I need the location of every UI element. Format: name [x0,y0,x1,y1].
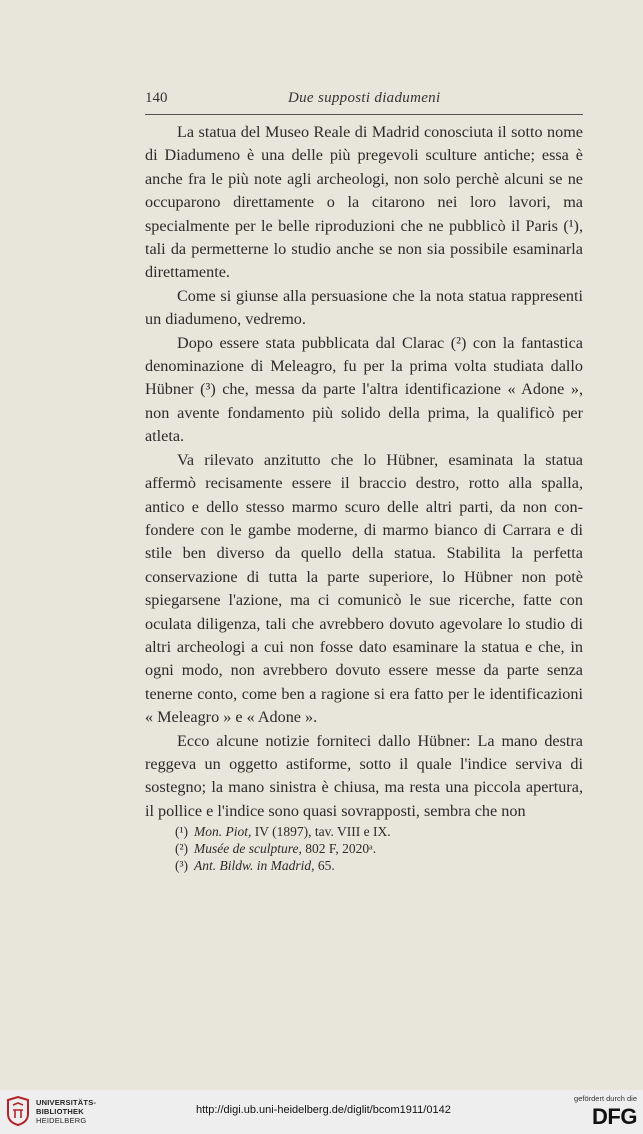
paragraph: Dopo essere stata pubblicata dal Clarac (²) con la fantastica denominazione di Meleagro, fu per la prima volta studiata dallo Hübner (³) che, messa da parte l'altra identificazione « Adone », non avente fondamento più solido della prima, la qualificò per atleta. [145,333,583,446]
footnote-title: Ant. Bildw. in Madrid, [194,858,315,873]
dfg-logo[interactable]: DFG [592,1104,637,1129]
footnote-title: Musée de sculpture, [194,841,302,856]
university-library-logo-icon [6,1096,30,1126]
body-text [145,121,583,823]
footnote [175,823,583,840]
footnote-ref: (³) [175,858,189,873]
footnote [175,840,583,857]
footnote-ref: (¹) [175,824,189,839]
paragraph: Ecco alcune notizie forniteci dallo Hübner: La mano destra reggeva un oggetto astiforme, sotto il quale l'indice serviva di sostegno; la mano sinistra è chiusa, ma resta una piccola apertura, il pollice e l'indice sono quasi sovrapposti, sembra che non [145,731,583,820]
permalink-url[interactable]: http://digi.ub.uni-heidelberg.de/diglit/bcom1911/0142 [196,1104,451,1116]
viewer-footer [0,1090,643,1134]
header-rule [145,114,583,115]
footnote-ref: (²) [175,841,189,856]
footnotes [175,823,583,874]
footnote-detail: 802 F, 2020ᵃ. [301,841,377,856]
footnote-detail: 65. [314,858,335,873]
footnote [175,857,583,874]
paragraph: La statua del Museo Reale di Madrid conosciuta il sotto nome di Diadumeno è una delle più pregevoli sculture antiche; essa è anche fra le più note agli archeologi, non solo perchè alcuni se ne occuparono direttamente o la citarono nei loro lavori, ma specialmente per le belle riproduzioni che ne pubblicò il Paris (¹), tali da permetterne lo studio anche se non sia possibile esaminarla direttamente. [145,123,583,282]
paragraph: Va rilevato anzitutto che lo Hübner, esaminata la statua affermò recisamente essere il braccio destro, rotto alla spalla, antico e dello stesso marmo scuro delle altri parti, da non confondere con le gambe moderne, di marmo bianco di Carrara e di stile ben diverso da quello della statua. Stabilita la perfetta conservazione di tutta la parte superiore, lo Hübner non potè spiegarsene l'azione, ma ci comunicò le sue ricerche, fatte con oculata diligenza, tali che avrebbero dovuto agevolare lo studio di altri archeologi a cui non fosse dato esaminare la statua e che, in ogni modo, non avrebbero dovuto essere messe da parte senza tenerne conto, come ben a ragione si era fatto per le identificazioni « Meleagro » e « Adone ». [145,450,583,727]
paragraph: Come si giunse alla persuasione che la nota statua rappresenti un diadumeno, vedremo. [145,286,583,329]
page-header [145,90,583,112]
funded-by-label: gefördert durch die [574,1094,637,1103]
running-title: Due supposti diadumeni [288,90,441,106]
footnote-title: Mon. Piot, [194,824,252,839]
footnote-detail: IV (1897), tav. VIII e IX. [251,824,391,839]
page-number: 140 [145,90,168,106]
university-library-name[interactable]: UNIVERSITÄTS- BIBLIOTHEK HEIDELBERG [36,1098,97,1125]
